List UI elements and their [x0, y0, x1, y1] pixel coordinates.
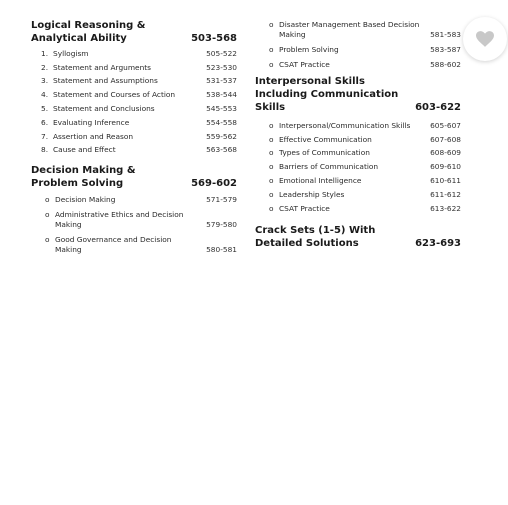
- entry-title: Statement and Courses of Action: [53, 90, 176, 100]
- entry-pages: 588-602: [430, 60, 461, 69]
- entry-title: Effective Communication: [279, 134, 372, 144]
- entry-pages: 609-610: [430, 162, 461, 172]
- entry-pages: 554-558: [206, 117, 237, 127]
- toc-entry: [267, 147, 461, 161]
- decision-making-list-continued: [255, 20, 461, 70]
- entry-pages: 608-609: [430, 148, 461, 158]
- toc-entry: [267, 188, 461, 202]
- entry-pages: 607-608: [430, 134, 461, 144]
- toc-entry: [43, 210, 237, 230]
- section-pages: 603-622: [415, 102, 461, 113]
- entry-pages: 571-579: [206, 195, 237, 205]
- entry-pages: 605-607: [430, 120, 461, 130]
- entry-pages: 563-568: [206, 145, 237, 155]
- entry-pages: 538-544: [206, 90, 237, 100]
- entry-title: Evaluating Inference: [53, 117, 130, 127]
- section-title: Decision Making & Problem Solving: [31, 165, 136, 190]
- entry-number: 1.: [41, 48, 49, 58]
- entry-pages: 523-530: [206, 62, 237, 72]
- bullet-icon: o: [269, 20, 274, 29]
- toc-entry: [41, 102, 237, 116]
- entry-pages: 545-553: [206, 104, 237, 114]
- entry-title: Statement and Conclusions: [53, 104, 155, 114]
- toc-entry: [41, 116, 237, 130]
- bullet-icon: o: [269, 120, 274, 130]
- entry-pages: 580-581: [206, 245, 237, 255]
- bullet-icon: o: [269, 60, 274, 69]
- entry-title: CSAT Practice: [279, 60, 330, 69]
- entry-pages: 611-612: [430, 189, 461, 199]
- entry-title: Decision Making: [55, 195, 116, 205]
- toc-entry: [41, 130, 237, 144]
- heart-icon: [476, 31, 494, 47]
- entry-number: 8.: [41, 145, 49, 155]
- entry-title: Syllogism: [53, 48, 89, 58]
- entry-pages: 610-611: [430, 176, 461, 186]
- bullet-icon: o: [269, 148, 274, 158]
- toc-entry: [41, 88, 237, 102]
- toc-entry: [267, 119, 461, 133]
- bullet-icon: o: [45, 210, 50, 220]
- entry-title: Statement and Arguments: [53, 62, 152, 72]
- entry-title: Emotional Intelligence: [279, 176, 362, 186]
- section-logical-reasoning: [31, 19, 237, 45]
- bullet-icon: o: [269, 176, 274, 186]
- toc-entry: [41, 144, 237, 158]
- entry-title: Statement and Assumptions: [53, 76, 158, 86]
- entry-pages: 613-622: [430, 203, 461, 213]
- bullet-icon: o: [269, 189, 274, 199]
- toc-entry: [41, 61, 237, 75]
- section-title: Interpersonal Skills Including Communication Skills: [255, 76, 399, 113]
- toc-entry: [267, 202, 461, 216]
- interpersonal-skills-list: [255, 119, 461, 216]
- entry-title: Barriers of Communication: [279, 162, 379, 172]
- entry-pages: 505-522: [206, 48, 237, 58]
- toc-entry: [267, 60, 461, 70]
- bullet-icon: o: [45, 195, 50, 205]
- section-title: Crack Sets (1-5) With Detailed Solutions: [255, 224, 376, 249]
- entry-pages: 579-580: [206, 220, 237, 230]
- toc-entry: [41, 75, 237, 89]
- entry-title: Good Governance and Decision Making: [55, 235, 172, 255]
- entry-title: Administrative Ethics and Decision Making: [55, 210, 184, 230]
- section-pages: 569-602: [191, 178, 237, 190]
- toc-entry: [267, 160, 461, 174]
- toc-entry: [43, 235, 237, 255]
- entry-title: Assertion and Reason: [53, 131, 134, 141]
- section-pages: 623-693: [415, 237, 461, 249]
- section-decision-making: [31, 164, 237, 190]
- toc-entry: [267, 20, 461, 40]
- entry-number: 5.: [41, 104, 49, 114]
- bullet-icon: o: [269, 45, 274, 54]
- toc-entry: [43, 195, 237, 205]
- entry-title: Types of Communication: [279, 148, 370, 158]
- section-interpersonal-skills: [255, 75, 461, 114]
- favorite-button[interactable]: [463, 17, 507, 61]
- entry-number: 7.: [41, 131, 49, 141]
- bullet-icon: o: [45, 235, 50, 245]
- bullet-icon: o: [269, 134, 274, 144]
- entry-pages: 531-537: [206, 76, 237, 86]
- entry-title: Interpersonal/Communication Skills: [279, 120, 411, 130]
- decision-making-list: [31, 195, 237, 255]
- section-crack-sets: [255, 224, 461, 250]
- toc-entry: [267, 45, 461, 55]
- entry-title: Leadership Styles: [279, 189, 345, 199]
- entry-pages: 581-583: [430, 30, 461, 39]
- bullet-icon: o: [269, 203, 274, 213]
- section-title: Logical Reasoning & Analytical Ability: [31, 20, 146, 44]
- entry-title: CSAT Practice: [279, 203, 330, 213]
- toc-entry: [267, 174, 461, 188]
- logical-reasoning-list: [31, 47, 237, 157]
- entry-number: 3.: [41, 76, 49, 86]
- entry-pages: 583-587: [430, 45, 461, 54]
- entry-number: 6.: [41, 117, 49, 127]
- section-pages: 503-568: [191, 33, 237, 44]
- bullet-icon: o: [269, 162, 274, 172]
- toc-entry: [267, 133, 461, 147]
- entry-title: Cause and Effect: [53, 145, 116, 155]
- entry-number: 4.: [41, 90, 49, 100]
- toc-entry: [41, 47, 237, 61]
- entry-number: 2.: [41, 62, 49, 72]
- entry-title: Disaster Management Based Decision Making: [279, 20, 420, 39]
- entry-pages: 559-562: [206, 131, 237, 141]
- toc-left-column: [31, 0, 237, 260]
- entry-title: Problem Solving: [279, 45, 339, 54]
- toc-right-column: [255, 0, 461, 250]
